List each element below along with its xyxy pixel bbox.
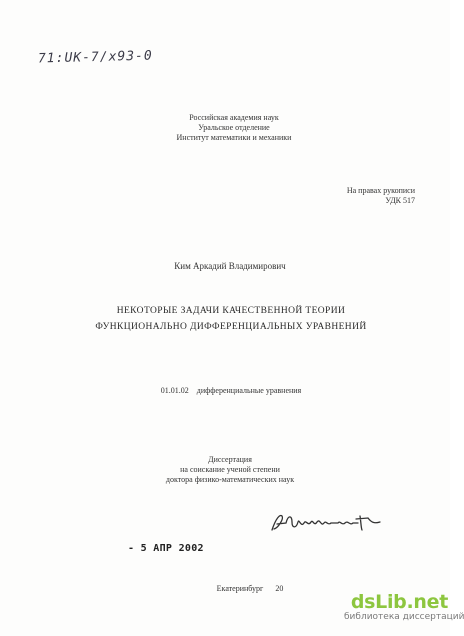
institution-line: Институт математики и механики	[176, 133, 292, 142]
city-name: Екатеринбург	[216, 584, 264, 593]
watermark-caption: библиотека диссертаций	[344, 612, 464, 622]
watermark-site[interactable]: dsLib.net	[350, 591, 448, 613]
institution-line: Российская академия наук	[189, 113, 279, 122]
handwritten-signature	[268, 510, 386, 536]
title-line: НЕКОТОРЫЕ ЗАДАЧИ КАЧЕСТВЕННОЙ ТЕОРИИ	[116, 306, 346, 316]
degree-line: доктора физико-математических наук	[165, 475, 295, 484]
degree-line: Диссертация	[208, 455, 252, 464]
dissertation-title	[0, 303, 450, 335]
institution-line: Уральское отделение	[198, 123, 270, 132]
title-line: ФУНКЦИОНАЛЬНО ДИФФЕРЕНЦИАЛЬНЫХ УРАВНЕНИЙ	[95, 322, 367, 332]
udc-line: УДК 517	[385, 196, 415, 205]
author-name: Ким Аркадий Владимирович	[174, 261, 286, 271]
rights-block	[300, 186, 415, 206]
dslib-watermark[interactable]	[344, 591, 464, 623]
year: 20	[275, 584, 284, 593]
specialty-name: дифференциальные уравнения	[196, 386, 302, 395]
rights-line: На правах рукописи	[346, 186, 415, 195]
specialty-line	[0, 386, 450, 395]
archive-stamp: 71:UK-7/x93-0	[37, 48, 153, 67]
degree-block	[0, 455, 450, 485]
institution-block	[0, 113, 450, 143]
date-stamp: - 5 АПР 2002	[128, 543, 204, 554]
specialty-code: 01.01.02	[160, 386, 189, 395]
degree-line: на соискание ученой степени	[180, 465, 280, 474]
